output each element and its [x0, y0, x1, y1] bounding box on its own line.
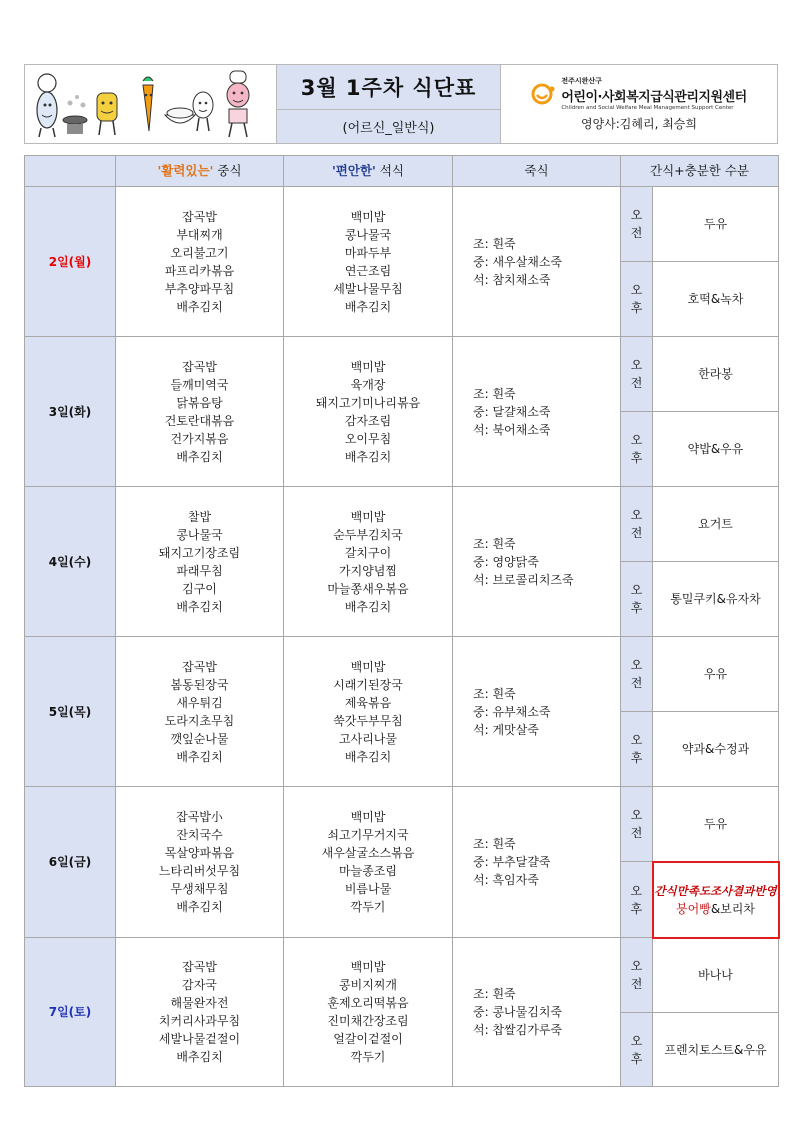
menu-row — [25, 938, 779, 1013]
porridge-menu-item: 중: 달걀채소죽 — [473, 404, 551, 419]
porridge-menu-item: 중: 유부채소죽 — [473, 704, 551, 719]
organization-name-english: Children and Social Welfare Meal Management Support Center — [561, 105, 734, 111]
dinner-menu-item: 가지양념찜 — [339, 563, 397, 578]
lunch-menu-item: 잡곡밥 — [182, 209, 217, 224]
day-label: 6일(금) — [25, 787, 116, 938]
porridge-menu-item: 조: 흰죽 — [473, 987, 516, 1001]
pm-snack: 통밀쿠키&유자차 — [653, 562, 779, 637]
dinner-menu — [284, 487, 453, 637]
pm-snack — [653, 862, 779, 938]
pm-time-label: 오 후 — [621, 562, 653, 637]
porridge-menu-item: 중: 콩나물김치죽 — [473, 1005, 563, 1019]
dinner-menu-item: 훈제오리떡볶음 — [327, 996, 409, 1010]
pm-snack: 프렌치토스트&우유 — [653, 1013, 779, 1087]
dinner-menu-item: 백미밥 — [350, 810, 386, 824]
porridge-menu — [453, 787, 621, 938]
dinner-menu-item: 갈치구이 — [344, 545, 392, 560]
lunch-menu-item: 배추김치 — [176, 599, 223, 614]
porridge-menu-item: 조: 흰죽 — [473, 686, 516, 701]
dinner-menu — [284, 938, 453, 1087]
porridge-menu — [453, 187, 621, 337]
snack-survey-note: 간식만족도조사결과반영 — [654, 883, 777, 898]
dinner-menu-item: 마늘종조림 — [339, 864, 397, 878]
chef-illustration — [25, 65, 277, 143]
yellow-chef-icon — [97, 93, 117, 135]
porridge-menu-item: 석: 브로콜리치즈죽 — [473, 572, 574, 587]
dinner-menu-item: 제육볶음 — [344, 695, 392, 710]
lunch-menu-item: 봄동된장국 — [170, 677, 229, 692]
lunch-menu — [116, 187, 284, 337]
porridge-menu — [453, 938, 621, 1087]
dinner-menu — [284, 637, 453, 787]
menu-row — [25, 637, 779, 712]
dinner-menu-item: 백미밥 — [350, 209, 386, 224]
dinner-menu-item: 시래기된장국 — [333, 677, 403, 692]
dinner-menu — [284, 337, 453, 487]
egg-chef-icon — [193, 92, 213, 131]
porridge-menu-item: 석: 북어채소죽 — [473, 422, 551, 437]
lunch-menu-item: 콩나물국 — [176, 527, 223, 542]
carrot-chef-icon — [143, 77, 153, 131]
lunch-menu-item: 파래무침 — [176, 563, 223, 578]
lunch-menu-item: 부추양파무침 — [164, 281, 235, 296]
am-snack: 두유 — [653, 787, 779, 862]
lunch-menu-item: 해물완자전 — [170, 996, 229, 1010]
pink-chef-icon — [227, 71, 249, 137]
porridge-menu — [453, 637, 621, 787]
lunch-menu-item: 치커리사과무침 — [158, 1014, 241, 1028]
dinner-menu-item: 깍두기 — [350, 900, 386, 914]
snack-pm-highlight: 붕어빵 — [676, 901, 711, 916]
porridge-menu-item: 석: 흑임자죽 — [473, 873, 539, 887]
organization-region: 전주시완산구 — [561, 77, 602, 85]
day-column-header — [25, 156, 116, 187]
porridge-menu-item: 조: 흰죽 — [473, 386, 516, 401]
pm-snack: 약밥&우유 — [653, 412, 779, 487]
porridge-menu — [453, 337, 621, 487]
porridge-column-header: 죽식 — [453, 156, 621, 187]
lunch-menu-item: 김구이 — [182, 581, 217, 596]
dinner-menu-item: 고사리나물 — [339, 731, 397, 746]
pm-time-label: 오 후 — [621, 1013, 653, 1087]
dinner-menu-item: 세발나물무침 — [333, 281, 403, 296]
day-label: 4일(수) — [25, 487, 116, 637]
am-snack: 바나나 — [653, 938, 779, 1013]
dinner-menu-item: 콩나물국 — [344, 227, 392, 242]
snack-pm-rest: &보리차 — [710, 901, 755, 916]
am-time-label: 오 전 — [621, 187, 653, 262]
dinner-menu-item: 감자조림 — [344, 413, 392, 428]
am-snack: 우유 — [653, 637, 779, 712]
am-time-label: 오 전 — [621, 938, 653, 1013]
dinner-menu-item: 콩비지찌개 — [339, 978, 397, 992]
page-header — [24, 64, 778, 144]
pm-snack: 호떡&녹차 — [653, 262, 779, 337]
porridge-menu-item: 석: 찹쌀김가루죽 — [473, 1023, 563, 1037]
am-time-label: 오 전 — [621, 487, 653, 562]
dinner-menu-item: 깍두기 — [350, 1050, 386, 1064]
lunch-menu-item: 깻잎순나물 — [170, 731, 229, 746]
dinner-menu-item: 새우살굴소스볶음 — [321, 846, 415, 860]
dinner-menu-item: 돼지고기미나리볶음 — [315, 395, 421, 410]
lunch-menu-item: 부대찌개 — [176, 227, 223, 242]
lunch-column-header: '활력있는' 중식 — [116, 156, 284, 187]
porridge-menu-item: 석: 참치채소죽 — [473, 272, 551, 287]
table-header-row — [25, 156, 779, 187]
am-time-label: 오 전 — [621, 637, 653, 712]
lunch-menu-item: 찰밥 — [187, 509, 212, 524]
day-label: 3일(화) — [25, 337, 116, 487]
lunch-menu-item: 잡곡밥 — [182, 960, 217, 974]
title-block — [277, 65, 501, 143]
menu-row — [25, 487, 779, 562]
chef-character-icon — [37, 74, 57, 137]
porridge-menu-item: 조: 흰죽 — [473, 536, 516, 551]
lunch-menu — [116, 938, 284, 1087]
page-subtitle: (어르신_일반식) — [277, 110, 500, 143]
dinner-menu-item: 순두부김치국 — [333, 527, 403, 542]
pm-time-label: 오 후 — [621, 262, 653, 337]
lunch-menu-item: 배추김치 — [176, 749, 223, 764]
am-snack: 두유 — [653, 187, 779, 262]
lunch-menu — [116, 787, 284, 938]
dinner-menu-item: 마파두부 — [344, 245, 392, 260]
pm-time-label: 오 후 — [621, 862, 653, 938]
weekly-menu-table — [24, 155, 780, 1087]
day-label: 7일(토) — [25, 938, 116, 1087]
porridge-menu-item: 조: 흰죽 — [473, 837, 516, 851]
frying-pan-icon — [63, 95, 87, 134]
porridge-menu-item: 중: 부추달걀죽 — [473, 855, 551, 869]
menu-row — [25, 787, 779, 862]
dinner-menu-item: 배추김치 — [344, 449, 392, 464]
lunch-menu-item: 배추김치 — [176, 299, 223, 314]
lunch-menu — [116, 337, 284, 487]
dinner-menu-item: 쇠고기무거지국 — [327, 828, 409, 842]
lunch-menu-item: 잡곡밥 — [182, 659, 217, 674]
menu-row — [25, 187, 779, 262]
dietitian-names: 영양사:김혜리, 최승희 — [580, 117, 697, 131]
lunch-menu-item: 느타리버섯무침 — [158, 864, 241, 878]
porridge-menu-item: 중: 새우살채소죽 — [473, 254, 563, 269]
day-label: 5일(목) — [25, 637, 116, 787]
dinner-menu-item: 백미밥 — [350, 509, 386, 524]
dinner-menu — [284, 787, 453, 938]
dinner-menu-item: 육개장 — [350, 377, 386, 392]
lunch-menu-item: 잡곡밥 — [182, 359, 217, 374]
lunch-menu-item: 감자국 — [182, 978, 217, 992]
lunch-menu-item: 건토란대볶음 — [164, 413, 235, 428]
lunch-menu-item: 돼지고기장조림 — [158, 545, 241, 560]
snack-column-header: 간식+충분한 수분 — [621, 156, 779, 187]
lunch-menu-item: 새우튀김 — [176, 695, 223, 710]
dinner-menu-item: 비름나물 — [344, 882, 392, 896]
porridge-menu — [453, 487, 621, 637]
day-label: 2일(월) — [25, 187, 116, 337]
dinner-menu-item: 배추김치 — [344, 599, 392, 614]
dinner-menu-item: 오이무침 — [344, 431, 392, 446]
porridge-menu-item: 중: 영양닭죽 — [473, 554, 539, 569]
menu-row — [25, 337, 779, 412]
dinner-menu-item: 백미밥 — [350, 359, 386, 374]
dinner-menu-item: 배추김치 — [344, 749, 392, 764]
rice-bowl-icon — [165, 108, 195, 123]
am-snack: 요거트 — [653, 487, 779, 562]
lunch-menu-item: 들깨미역국 — [170, 377, 229, 392]
am-snack: 한라봉 — [653, 337, 779, 412]
dinner-menu-item: 백미밥 — [350, 659, 386, 674]
lunch-menu-item: 무생채무침 — [170, 882, 229, 896]
dinner-menu-item: 배추김치 — [344, 299, 392, 314]
lunch-menu-item: 목살양파볶음 — [164, 846, 235, 860]
lunch-menu-item: 건가지볶음 — [170, 431, 229, 446]
dinner-menu-item: 마늘쫑새우볶음 — [327, 581, 409, 596]
lunch-menu-item: 오리불고기 — [170, 245, 229, 260]
lunch-menu-item: 배추김치 — [176, 449, 223, 464]
porridge-menu-item: 조: 흰죽 — [473, 236, 516, 251]
dinner-column-header: '편안한' 석식 — [284, 156, 453, 187]
pm-time-label: 오 후 — [621, 712, 653, 787]
pm-time-label: 오 후 — [621, 412, 653, 487]
lunch-menu-item: 잔치국수 — [176, 828, 223, 842]
lunch-menu-item: 배추김치 — [176, 900, 223, 914]
lunch-menu — [116, 487, 284, 637]
dinner-menu — [284, 187, 453, 337]
lunch-menu — [116, 637, 284, 787]
dinner-menu-item: 얼갈이겉절이 — [333, 1032, 403, 1046]
lunch-menu-item: 잡곡밥小 — [176, 810, 223, 824]
organization-name: 어린이·사회복지급식관리지원센터 — [561, 90, 747, 105]
pm-snack: 약과&수정과 — [653, 712, 779, 787]
dinner-menu-item: 연근조림 — [344, 263, 392, 278]
organization-block — [501, 65, 777, 143]
smile-logo-icon — [531, 83, 557, 105]
am-time-label: 오 전 — [621, 337, 653, 412]
lunch-menu-item: 세발나물겉절이 — [158, 1032, 241, 1046]
lunch-menu-item: 배추김치 — [176, 1050, 223, 1064]
dinner-menu-item: 백미밥 — [350, 960, 386, 974]
porridge-menu-item: 석: 게맛살죽 — [473, 722, 539, 737]
dinner-menu-item: 진미채간장조림 — [327, 1014, 409, 1028]
lunch-menu-item: 닭볶음탕 — [176, 395, 223, 410]
page-title: 3월 1주차 식단표 — [277, 65, 500, 110]
lunch-menu-item: 파프리카볶음 — [164, 263, 235, 278]
am-time-label: 오 전 — [621, 787, 653, 862]
dinner-menu-item: 쑥갓두부무침 — [333, 713, 403, 728]
lunch-menu-item: 도라지초무침 — [164, 713, 235, 728]
organization-logo-row — [531, 76, 746, 111]
